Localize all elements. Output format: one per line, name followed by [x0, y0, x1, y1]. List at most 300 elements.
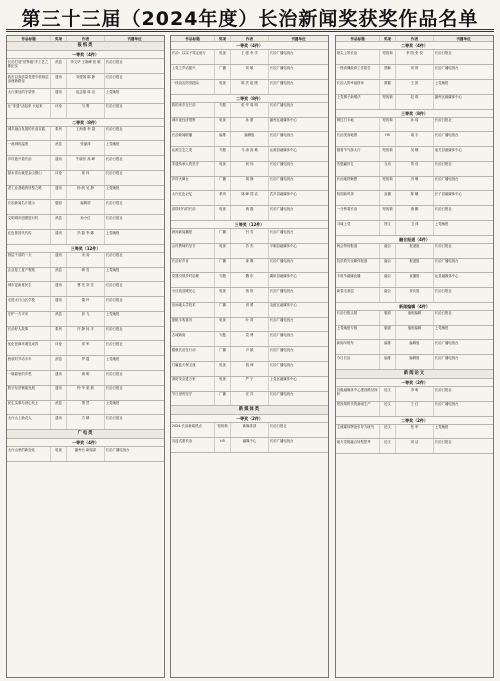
- table-row: [336, 80, 493, 95]
- table-row: [336, 425, 493, 440]
- award-column-3: [335, 35, 494, 678]
- prize-heading: 一等奖（2件）: [171, 415, 328, 423]
- header-cell: 刊播单位: [434, 36, 493, 41]
- work-author: 魏 东: [231, 273, 269, 287]
- work-author: 吕 芳: [231, 229, 269, 243]
- work-type: 数据: [380, 80, 396, 94]
- work-title: 文明城市创建进行时: [7, 215, 51, 229]
- work-type: 电视: [215, 50, 231, 64]
- header-cell: 作品标题: [336, 36, 380, 41]
- category-heading: 新媒体类: [171, 406, 328, 415]
- work-type: 消息: [51, 215, 67, 229]
- work-title: 田间地头学技术: [171, 303, 215, 317]
- work-author: 何 伟: [231, 162, 269, 176]
- work-publisher: 上党晚报: [105, 356, 120, 361]
- table-row: [336, 147, 493, 162]
- work-title: 节日里的坚守: [171, 392, 215, 406]
- work-author: 马 涛 高 敏: [231, 147, 269, 161]
- work-publisher: 长治广播电视台: [269, 177, 294, 182]
- header-cell: 奖项: [215, 36, 231, 41]
- header-cell: 奖项: [380, 36, 396, 41]
- work-publisher: 长治广播电视台: [105, 447, 130, 452]
- work-publisher: 长治广播电视台: [269, 162, 294, 167]
- work-publisher: 长治日报社: [434, 439, 452, 444]
- work-publisher: 长治广播电视台: [269, 65, 294, 70]
- work-type: 通讯: [51, 89, 67, 103]
- header-cell: 作品标题: [7, 36, 51, 41]
- table-row: [7, 297, 164, 312]
- work-publisher: 长治广播电视台: [434, 341, 459, 346]
- work-author: 卢 颖: [231, 347, 269, 361]
- work-title: 打赢蓝天保卫战: [171, 362, 215, 376]
- work-title: 跟着节气游太行: [336, 147, 380, 161]
- work-author: 袁 博: [231, 332, 269, 346]
- work-title: 一图读懂政府工作报告: [336, 65, 380, 79]
- work-type: 电视: [51, 447, 67, 461]
- work-title: 一座城的温度: [7, 141, 51, 155]
- table-row: [171, 244, 328, 259]
- work-title: 上党之声话振兴: [171, 65, 215, 79]
- work-type: 编排: [380, 340, 396, 354]
- table-row: [171, 303, 328, 318]
- work-type: 版面: [380, 311, 396, 325]
- work-author: 李 阳 张 悦: [396, 50, 434, 64]
- work-type: 评论: [51, 171, 67, 185]
- work-type: 消息: [51, 59, 67, 73]
- work-type: 通讯: [51, 156, 67, 170]
- work-title: 长治新闻名片展示: [7, 200, 51, 214]
- work-type: 电视: [215, 80, 231, 94]
- work-publisher: 长治日报社: [105, 297, 123, 302]
- work-title: 一分钟看长治: [336, 206, 380, 220]
- table-row: [171, 132, 328, 147]
- work-publisher: 长治日报社: [269, 423, 287, 428]
- table-row: [171, 273, 328, 288]
- table-row: [336, 326, 493, 341]
- work-title: 长治地铁畅想: [336, 177, 380, 191]
- work-author: 李 明: [396, 387, 434, 401]
- work-title: 守护一方平安: [7, 312, 51, 326]
- work-title: 山村教师的坚守: [171, 244, 215, 258]
- work-author: 陈 曦: [396, 191, 434, 205]
- work-publisher: 长治日报社: [434, 162, 452, 167]
- work-publisher: 上党晚报: [105, 186, 120, 191]
- work-publisher: 上党晚报: [434, 221, 449, 226]
- work-title: 太行深处的守望者: [7, 89, 51, 103]
- table-row: [336, 439, 493, 454]
- work-author: 彭 飞: [67, 312, 105, 326]
- work-author: 报道组: [396, 244, 434, 258]
- work-author: 方 晴: [67, 415, 105, 429]
- work-type: 系列: [51, 127, 67, 141]
- work-author: 许 静 何 平: [67, 327, 105, 341]
- work-publisher: 长治广播电视台: [434, 65, 459, 70]
- prize-heading: 三等奖（12件）: [7, 245, 164, 253]
- work-title: 一线直击防汛抢险: [171, 80, 215, 94]
- work-title: 健康长治在行动: [171, 347, 215, 361]
- work-type: 广播: [215, 229, 231, 243]
- table-row: [171, 118, 328, 133]
- table-row: [336, 402, 493, 417]
- table-row: [336, 177, 493, 192]
- work-publisher: 长治日报社: [105, 127, 123, 132]
- work-publisher: 长治广播电视台: [434, 132, 459, 137]
- work-type: 论文: [380, 425, 396, 439]
- table-row: [7, 186, 164, 201]
- work-publisher: 长治日报社: [105, 371, 123, 376]
- work-author: 陈 亮 赵 刚: [231, 80, 269, 94]
- table-row: [7, 171, 164, 186]
- work-type: 广播: [215, 65, 231, 79]
- work-type: 系列: [51, 327, 67, 341]
- category-heading: 广电类: [7, 430, 164, 439]
- work-publisher: 长治广播电视台: [269, 333, 294, 338]
- work-type: 电视: [215, 318, 231, 332]
- header-cell: 作者: [396, 36, 434, 41]
- work-type: H5: [215, 438, 231, 452]
- prize-heading: 一等奖（2件）: [336, 379, 493, 387]
- work-title: 绿水青山就是金山银山: [7, 171, 51, 185]
- work-author: 编辑部: [67, 200, 105, 214]
- work-type: 电视: [215, 244, 231, 258]
- prize-heading: 二等奖（2件）: [336, 417, 493, 425]
- work-title: 乡村大舞台: [171, 177, 215, 191]
- work-publisher: 长治日报社: [105, 104, 123, 109]
- work-author: 冯 琳: [396, 177, 434, 191]
- work-publisher: 长治广播电视台: [269, 132, 294, 137]
- prize-heading: 二等奖（8件）: [7, 119, 164, 127]
- table-row: [336, 50, 493, 65]
- work-author: 李文华 王晓峰 张 敏: [67, 59, 105, 73]
- work-publisher: 长治日报社: [434, 50, 452, 55]
- table-row: [336, 244, 493, 259]
- work-author: 姜 琳: [231, 259, 269, 273]
- table-row: [171, 423, 328, 438]
- table-row: [7, 371, 164, 386]
- table-row: [171, 147, 328, 162]
- work-author: 苏 杰: [231, 244, 269, 258]
- header-cell: 刊播单位: [269, 36, 328, 41]
- work-publisher: 上党晚报: [105, 141, 120, 146]
- work-title: 主流媒体舆论引导力研究: [336, 425, 380, 439]
- work-publisher: 长治日报社: [434, 206, 452, 211]
- table-row: [7, 415, 164, 430]
- work-author: 赵志强 周 洁: [67, 89, 105, 103]
- award-list-columns: [6, 35, 494, 678]
- work-title: 寻味上党: [336, 221, 380, 235]
- work-author: 邓 军: [67, 341, 105, 355]
- work-publisher: 沁源县融媒体中心: [269, 147, 297, 152]
- work-author: 唐 明: [67, 371, 105, 385]
- work-publisher: 长治日报社: [105, 201, 123, 206]
- table-row: [336, 259, 493, 274]
- work-publisher: 壶关县融媒体中心: [434, 147, 462, 152]
- work-title: 上党梆子新唱法: [336, 95, 380, 109]
- work-type: 广播: [215, 259, 231, 273]
- work-type: 专题: [215, 103, 231, 117]
- work-publisher: 长治广播电视台: [269, 50, 294, 55]
- work-publisher: 长治广播电视台: [434, 402, 459, 407]
- work-title: 城市更新惠民生: [7, 282, 51, 296]
- work-author: 马 骏: [67, 104, 105, 118]
- work-type: 图文: [380, 221, 396, 235]
- table-row: [7, 327, 164, 342]
- work-type: 通讯: [51, 230, 67, 244]
- work-title: 晨间新闻播报: [171, 229, 215, 243]
- work-author: 采访组: [396, 288, 434, 302]
- work-author: 王 强 李 洋: [231, 50, 269, 64]
- work-publisher: 长治日报社: [105, 415, 123, 420]
- prize-heading: 三等奖（8件）: [336, 110, 493, 118]
- table-row: [7, 74, 164, 89]
- prize-heading: 二等奖（4件）: [336, 42, 493, 50]
- table-row: [7, 215, 164, 230]
- table-row: [171, 65, 328, 80]
- work-author: 林 峰 郑 洁: [231, 191, 269, 205]
- work-author: 牛晓东 高 峰: [67, 156, 105, 170]
- work-title: 古城新韵: [171, 332, 215, 346]
- work-publisher: 长治广播电视台: [269, 206, 294, 211]
- work-author: 刘 洁: [396, 439, 434, 453]
- work-author: 值班编辑: [396, 311, 434, 325]
- table-row: [171, 318, 328, 333]
- work-type: 消息: [51, 312, 67, 326]
- table-row: [7, 282, 164, 297]
- work-author: 值班编辑: [396, 326, 434, 340]
- work-publisher: 长治日报社: [105, 253, 123, 258]
- work-publisher: 上党晚报: [105, 89, 120, 94]
- work-type: 融合: [380, 244, 396, 258]
- work-title: 沁源生态之美: [171, 147, 215, 161]
- table-row: [336, 221, 493, 236]
- work-type: 评论: [51, 341, 67, 355]
- work-author: 严 宁: [231, 377, 269, 391]
- work-type: 版面: [380, 326, 396, 340]
- work-author: 吴 娜: [396, 147, 434, 161]
- work-publisher: 长治日报社: [105, 386, 123, 391]
- work-publisher: 上党晚报: [105, 401, 120, 406]
- work-author: 韩 雪: [67, 268, 105, 282]
- work-publisher: 长治广播电视台: [269, 318, 294, 323]
- work-author: 刘 婷: [396, 65, 434, 79]
- work-author: 直播组: [396, 273, 434, 287]
- table-row: [171, 392, 328, 407]
- table-row: [336, 65, 493, 80]
- work-publisher: 长治日报社: [434, 118, 452, 123]
- work-title: 长治新闻联播: [171, 132, 215, 146]
- work-publisher: 长治广播电视台: [269, 259, 294, 264]
- work-title: 长治打造"世界级"手工艺之都纪实: [7, 59, 51, 73]
- work-title: 短视频时代的新闻生产: [336, 402, 380, 416]
- work-type: 通讯: [51, 386, 67, 400]
- table-row: [7, 230, 164, 245]
- work-author: 黄 磊: [231, 206, 269, 220]
- work-title: 老工业基地的转型之路: [7, 186, 51, 200]
- work-publisher: 上党晚报: [434, 80, 449, 85]
- work-type: 融合: [380, 288, 396, 302]
- work-type: 通讯: [51, 186, 67, 200]
- work-type: 广播: [215, 303, 231, 317]
- work-title: 城市夜经济观察: [171, 118, 215, 132]
- work-title: 指尖上的长治: [336, 50, 380, 64]
- work-title: 数字经济赋能发展: [7, 386, 51, 400]
- work-type: 短视频: [380, 147, 396, 161]
- work-title: 沉浸式游长治: [171, 438, 215, 452]
- work-type: 专题: [215, 273, 231, 287]
- work-publisher: 上党区融媒体中心: [269, 377, 297, 382]
- page-title: 第三十三届（2024年度）长治新闻奖获奖作品名单: [21, 8, 479, 30]
- table-row: [336, 311, 493, 326]
- table-row: [7, 200, 164, 215]
- work-author: 罗 霞: [67, 356, 105, 370]
- work-author: 刘 敏: [231, 65, 269, 79]
- category-heading: 报纸类: [7, 42, 164, 51]
- table-row: [171, 377, 328, 392]
- table-row: [171, 103, 328, 118]
- work-title: 丰收节融媒直播: [336, 273, 380, 287]
- work-type: 消息: [51, 141, 67, 155]
- work-author: 蒋 欣: [231, 288, 269, 302]
- work-type: 短视频: [380, 177, 396, 191]
- prize-heading: 融合报道（4件）: [336, 236, 493, 244]
- table-row: [171, 259, 328, 274]
- work-title: 长治美食地图: [336, 132, 380, 146]
- work-author: 赵 琪: [396, 95, 434, 109]
- work-type: 短视频: [380, 206, 396, 220]
- table-row: [7, 356, 164, 371]
- table-row: [336, 118, 493, 133]
- table-row: [171, 80, 328, 95]
- work-title: 长治日报头版: [336, 311, 380, 325]
- work-type: 消息: [51, 356, 67, 370]
- work-author: 汪 洋: [231, 392, 269, 406]
- work-type: 论文: [380, 387, 396, 401]
- work-publisher: 长治广播电视台: [269, 288, 294, 293]
- work-author: 报道组: [396, 259, 434, 273]
- work-publisher: 长治日报社: [105, 59, 123, 64]
- header-cell: 作者: [231, 36, 269, 41]
- table-row: [7, 141, 164, 156]
- work-type: 图解: [380, 65, 396, 79]
- work-title: 企业复工复产观察: [7, 268, 51, 282]
- work-title: 长治好声音: [171, 259, 215, 273]
- table-row: [171, 229, 328, 244]
- work-title: 地方党报融合转型思考: [336, 439, 380, 453]
- work-author: 孙小红: [67, 215, 105, 229]
- work-type: 短视频: [380, 50, 396, 64]
- work-publisher: 长治日报社: [434, 387, 452, 392]
- work-author: 孙 瑶: [396, 118, 434, 132]
- work-publisher: 襄垣县融媒体中心: [269, 273, 297, 278]
- work-title: 非遗传承人的坚守: [171, 162, 215, 176]
- work-title: 党建引领乡村治理: [171, 273, 215, 287]
- table-row: [336, 355, 493, 370]
- table-row: [171, 191, 328, 206]
- work-title: 答题赢好礼: [336, 162, 380, 176]
- work-title: 两会特别报道: [336, 244, 380, 258]
- work-title: 太行山里的新变化: [7, 447, 51, 461]
- work-author: 融媒中心: [231, 438, 269, 452]
- work-title: 上党晚报专版: [336, 326, 380, 340]
- table-row: [336, 288, 493, 303]
- table-row: [336, 95, 493, 110]
- work-type: 融合: [380, 259, 396, 273]
- work-title: 长治好人故事: [7, 327, 51, 341]
- work-type: 编排: [215, 132, 231, 146]
- work-publisher: 长治广播电视台: [434, 355, 459, 360]
- table-row: [336, 191, 493, 206]
- work-title: 基层干部的一天: [7, 253, 51, 267]
- work-author: 潞州台 新闻部: [67, 447, 105, 461]
- work-publisher: 潞州区融媒体中心: [434, 95, 462, 100]
- work-title: 我的家乡在长治: [171, 103, 215, 117]
- work-type: 通讯: [51, 74, 67, 88]
- work-type: 通讯: [51, 282, 67, 296]
- work-type: 融合: [380, 273, 396, 287]
- work-author: 孙 蕾: [231, 118, 269, 132]
- work-type: 互动: [380, 162, 396, 176]
- work-type: 专题: [215, 147, 231, 161]
- work-title: 一碗面里的乡愁: [7, 371, 51, 385]
- work-publisher: 长治日报社: [105, 342, 123, 347]
- work-publisher: 上党晚报: [105, 312, 120, 317]
- work-title: 长治人的幸福账单: [336, 80, 380, 94]
- work-type: 消息: [51, 401, 67, 415]
- work-type: 版面: [51, 200, 67, 214]
- work-title: 太行山上新农人: [7, 415, 51, 429]
- work-publisher: 沁县融媒体中心: [434, 273, 459, 278]
- work-author: 郭 伟: [67, 171, 105, 185]
- work-publisher: 上党晚报: [434, 425, 449, 430]
- table-row: [336, 162, 493, 177]
- work-author: 钱 坤: [231, 362, 269, 376]
- work-publisher: 平顺县融媒体中心: [269, 244, 297, 249]
- work-author: 编辑组: [396, 355, 434, 369]
- work-author: 张 华 周 明: [231, 103, 269, 117]
- table-row: [7, 156, 164, 171]
- work-publisher: 长治广播电视台: [434, 177, 459, 182]
- work-title: 校园新风采: [336, 191, 380, 205]
- work-author: 新媒体部: [231, 423, 269, 437]
- table-row: [171, 347, 328, 362]
- work-type: H5: [380, 132, 396, 146]
- work-publisher: 潞州区融媒体中心: [269, 118, 297, 123]
- work-publisher: 长治广播电视台: [269, 347, 294, 352]
- work-author: 冯 磊 李 娜: [67, 230, 105, 244]
- work-author: 叶 青: [231, 318, 269, 332]
- work-type: 电视: [215, 118, 231, 132]
- table-row: [336, 340, 493, 355]
- title-rule-top: [6, 29, 494, 30]
- work-publisher: 上党晚报: [105, 230, 120, 235]
- work-title: 2024 长治新闻热点: [171, 423, 215, 437]
- table-row: [336, 387, 493, 402]
- work-publisher: 长治日报社: [434, 244, 452, 249]
- table-row: [7, 59, 164, 74]
- prize-heading: 一等奖（4件）: [7, 439, 164, 447]
- work-type: 评论: [51, 104, 67, 118]
- work-author: 曹 亮 刘 芳: [67, 282, 105, 296]
- work-title: 网红打卡地: [336, 118, 380, 132]
- table-row: [171, 177, 328, 192]
- work-type: 消息: [51, 268, 67, 282]
- table-row: [336, 273, 493, 288]
- work-type: 广播: [215, 392, 231, 406]
- work-author: 田 勇: [231, 303, 269, 317]
- work-type: 直播: [380, 191, 396, 205]
- work-title: 我市以高质量党建引领基层治理新路径: [7, 74, 51, 88]
- work-title: 新闻早班车: [336, 340, 380, 354]
